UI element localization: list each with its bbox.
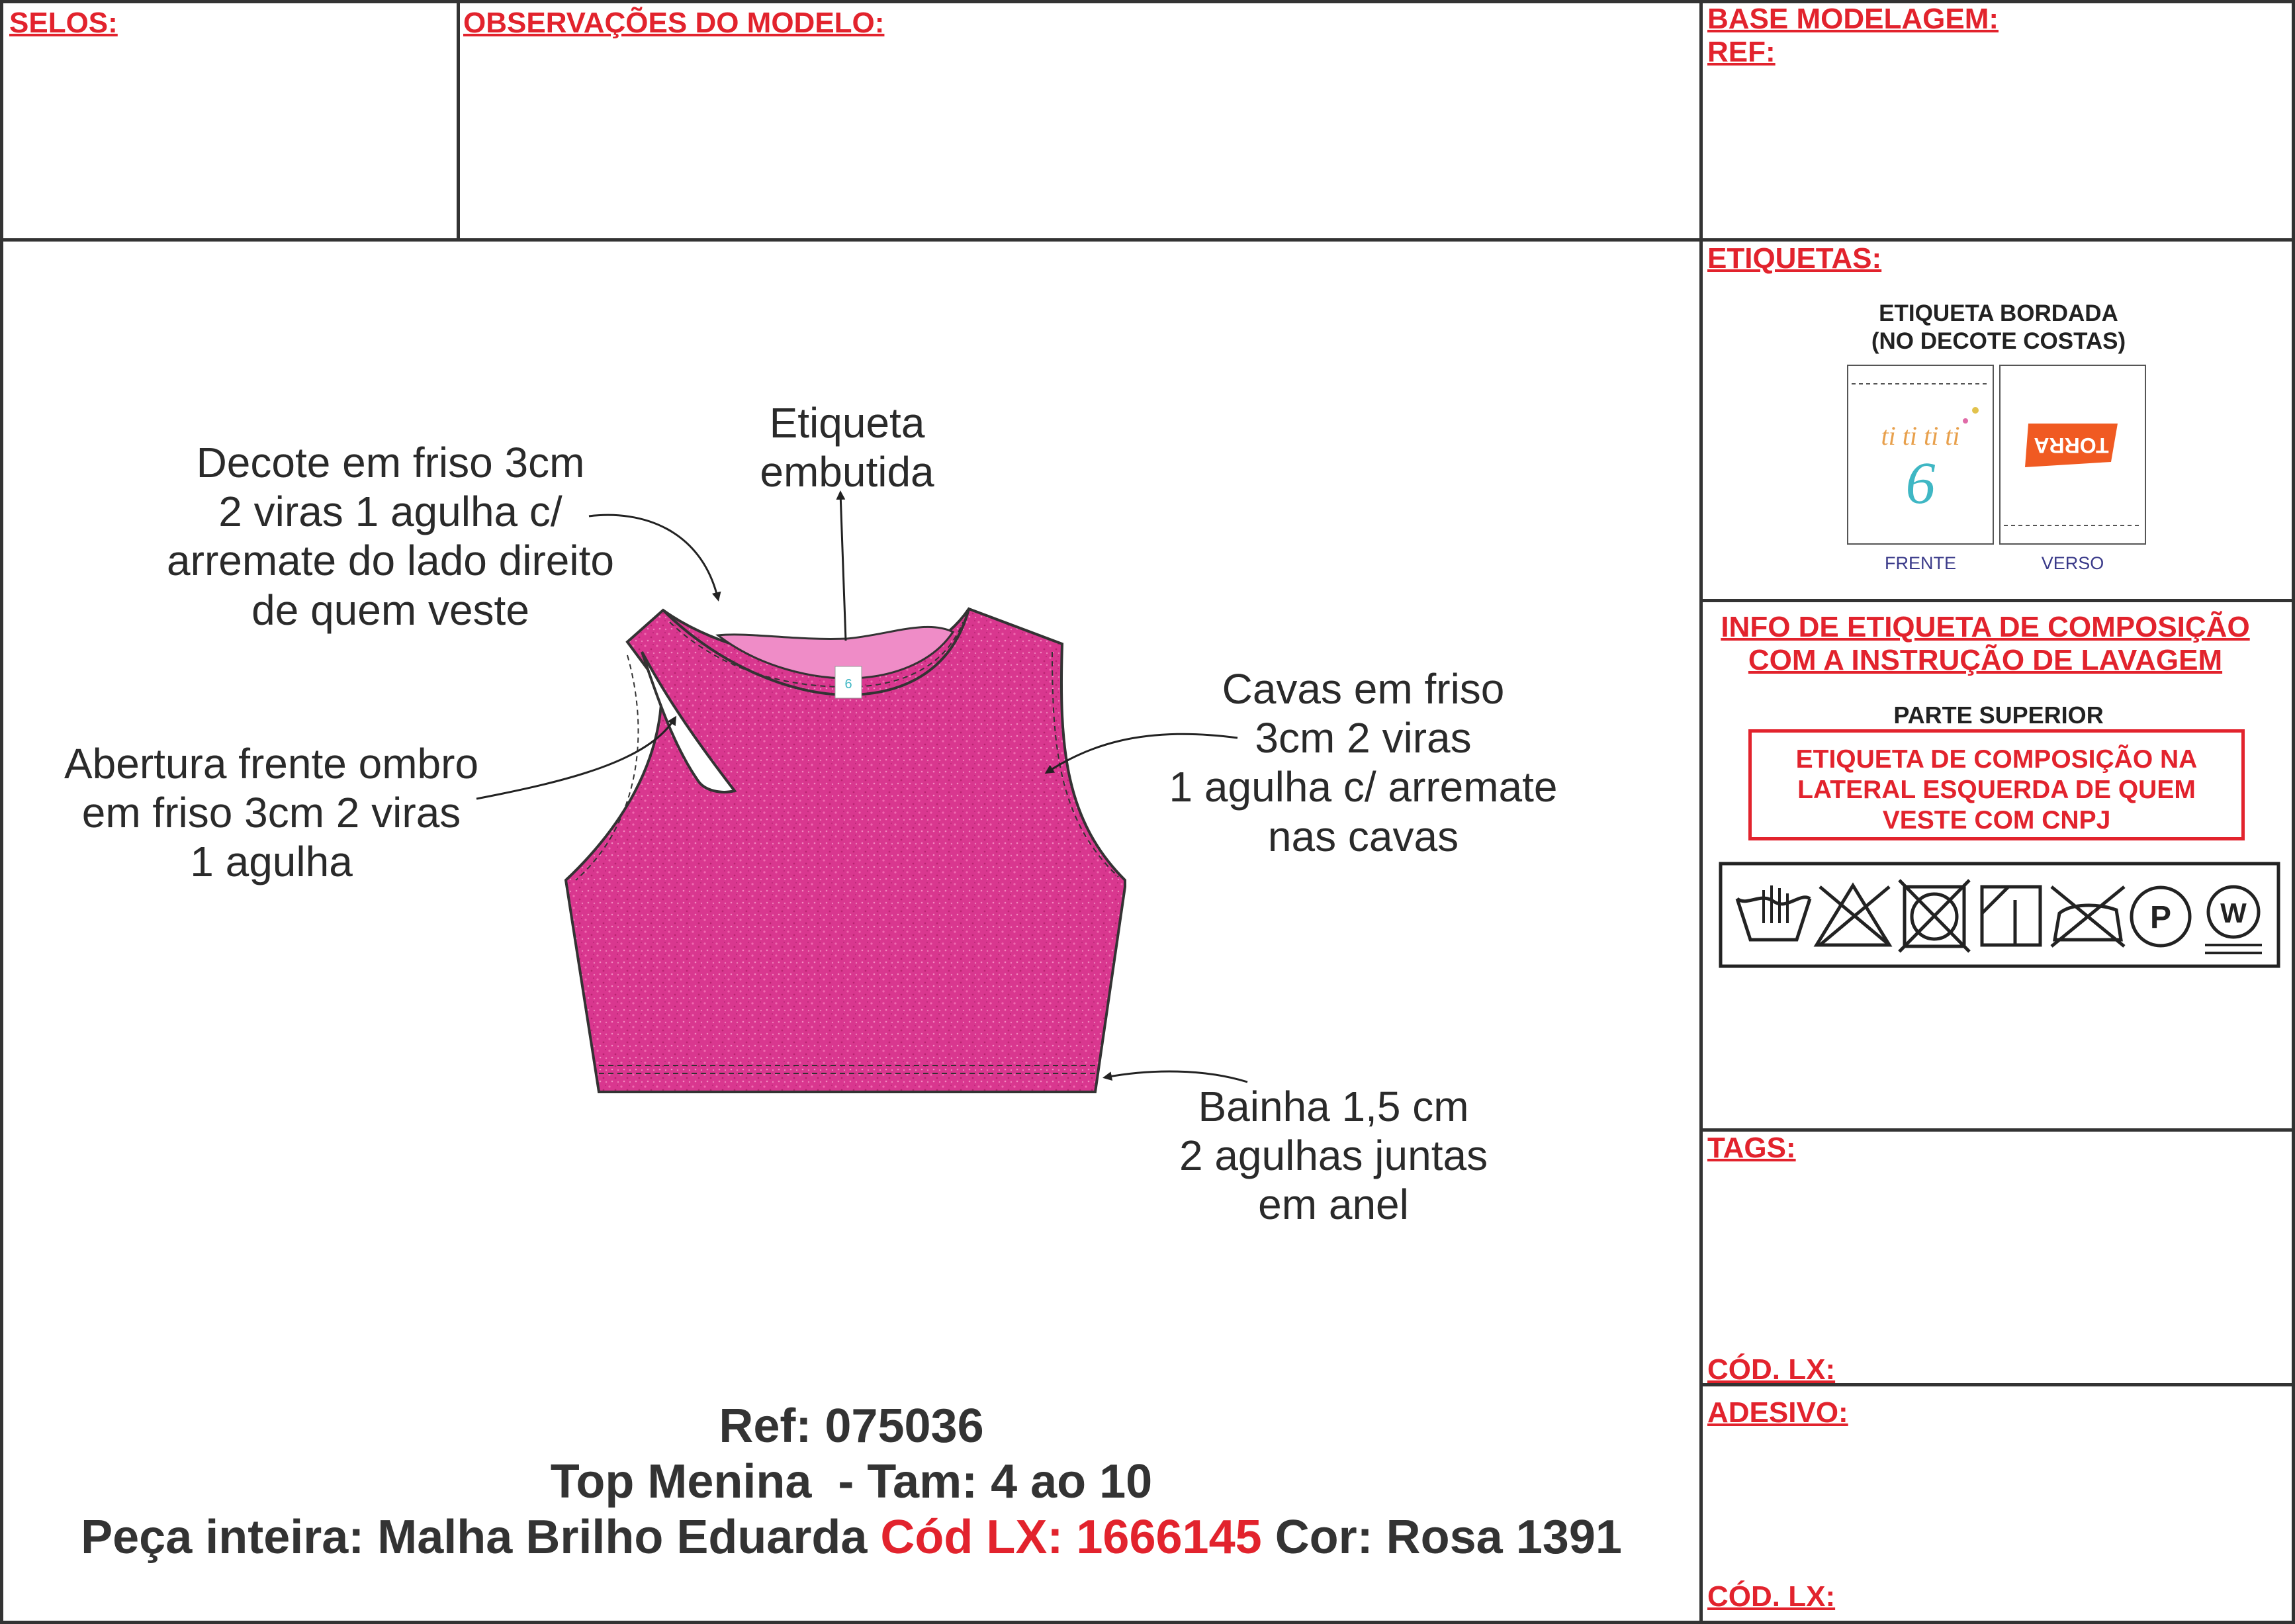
parte-superior-label: PARTE SUPERIOR [1893, 701, 2104, 729]
composicao-title-2: COM A INSTRUÇÃO DE LAVAGEM [1748, 644, 2223, 676]
brand-back-text: TORRA [2034, 433, 2109, 457]
etiquetas-heading: ETIQUETAS: [1707, 242, 1882, 275]
label-front-caption: FRENTE [1885, 553, 1956, 573]
product-ref: Ref: 075036 [719, 1400, 984, 1453]
sparkle-dot-2 [1963, 418, 1968, 424]
callout-cavas-line-1: Cavas em friso [1222, 665, 1505, 713]
observacoes-heading: OBSERVAÇÕES DO MODELO: [463, 7, 885, 39]
callout-decote-line-1: Decote em friso 3cm [196, 439, 585, 486]
fabric-cod-lx: Cód LX: 1666145 [880, 1511, 1262, 1564]
callout-abertura-line-1: Abertura frente ombro [64, 740, 479, 788]
callout-bainha-line-1: Bainha 1,5 cm [1198, 1083, 1469, 1130]
callout-decote-line-4: de quem veste [251, 586, 529, 634]
callout-etiqueta-line-1: Etiqueta [769, 399, 925, 447]
selos-heading: SELOS: [9, 7, 118, 39]
brand-front-text: ti ti ti ti [1881, 421, 1960, 451]
callout-decote-line-2: 2 viras 1 agulha c/ [218, 488, 562, 536]
tags-heading: TAGS: [1707, 1132, 1796, 1164]
fabric-color: Cor: Rosa 1391 [1275, 1511, 1622, 1564]
care-p-letter: P [2149, 900, 2172, 935]
etiqueta-bordada-line-1: ETIQUETA BORDADA [1879, 300, 2118, 326]
composicao-box-line-1: ETIQUETA DE COMPOSIÇÃO NA [1795, 745, 2198, 774]
care-w-letter: W [2220, 897, 2247, 928]
adesivo-cod-lx: CÓD. LX: [1707, 1580, 1836, 1613]
arrow-decote [589, 515, 718, 599]
brand-front-number: 6 [1905, 451, 1936, 516]
callout-decote-line-3: arremate do lado direito [167, 537, 614, 585]
callout-cavas-line-2: 3cm 2 viras [1255, 714, 1472, 762]
arrow-cavas [1047, 734, 1238, 772]
callout-abertura-line-3: 1 agulha [190, 838, 353, 886]
inner-label-number: 6 [844, 677, 852, 692]
callout-bainha-line-2: 2 agulhas juntas [1179, 1132, 1488, 1180]
base-modelagem-heading: BASE MODELAGEM: [1707, 3, 1999, 35]
callout-cavas-line-4: nas cavas [1267, 812, 1459, 860]
embroidered-label-back [2000, 365, 2145, 544]
arrow-etiqueta [840, 493, 846, 641]
callout-bainha-line-3: em anel [1258, 1181, 1409, 1229]
etiqueta-bordada-line-2: (NO DECOTE COSTAS) [1871, 328, 2126, 354]
embroidered-label-front [1848, 365, 1993, 544]
adesivo-heading: ADESIVO: [1707, 1396, 1848, 1429]
composicao-box-line-3: VESTE COM CNPJ [1882, 806, 2111, 835]
arrow-bainha [1105, 1071, 1247, 1082]
callout-etiqueta-line-2: embutida [760, 448, 934, 496]
sparkle-dot-1 [1972, 407, 1979, 414]
label-back-caption: VERSO [2041, 553, 2104, 573]
callout-cavas-line-3: 1 agulha c/ arremate [1169, 763, 1558, 811]
product-name: Top Menina - Tam: 4 ao 10 [550, 1455, 1153, 1508]
top-garment-drawing [566, 609, 1125, 1092]
callout-abertura-line-2: em friso 3cm 2 viras [81, 789, 461, 837]
ref-heading: REF: [1707, 36, 1776, 68]
composicao-title-1: INFO DE ETIQUETA DE COMPOSIÇÃO [1721, 611, 2250, 643]
tags-cod-lx: CÓD. LX: [1707, 1353, 1836, 1386]
care-symbols [1721, 864, 2278, 966]
composicao-box-line-2: LATERAL ESQUERDA DE QUEM [1797, 776, 2196, 805]
fabric-description: Peça inteira: Malha Brilho Eduarda [81, 1511, 868, 1564]
